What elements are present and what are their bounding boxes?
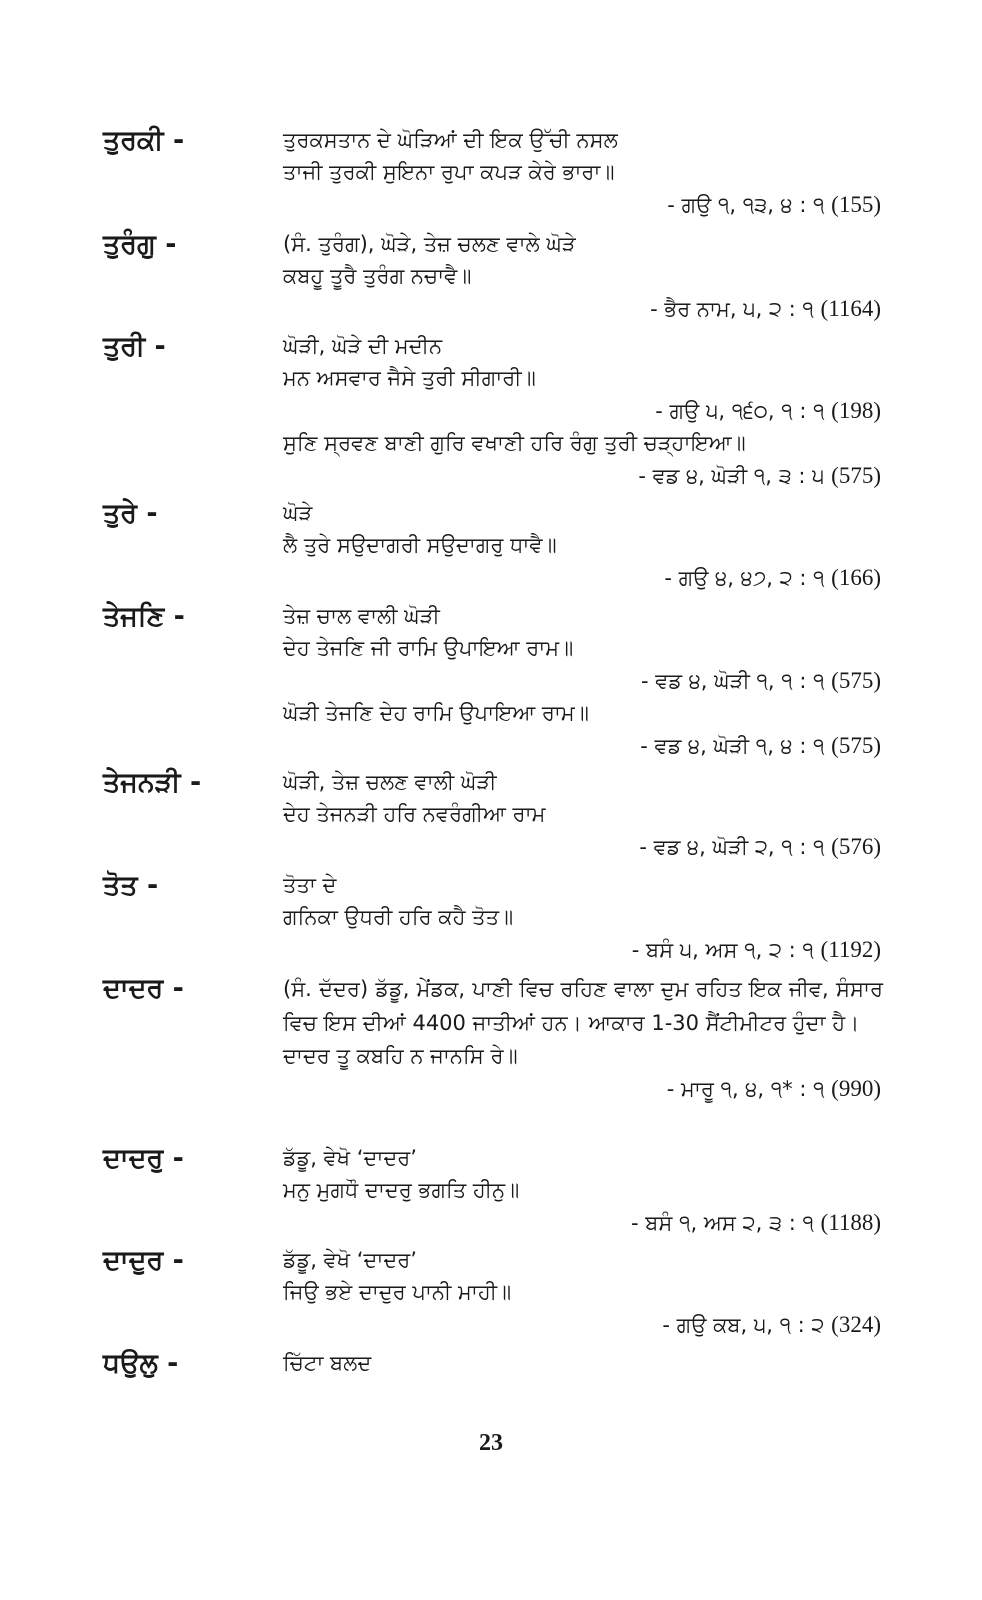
citation-ref: - ਗਉ ੧, ੧੩, ੪ : ੧ <box>667 193 825 217</box>
quote-line: ਘੋੜੀ ਤੇਜਣਿ ਦੇਹ ਰਾਮਿ ਉਪਾਇਆ ਰਾਮ॥ <box>283 701 589 725</box>
citation-page: (575) <box>831 733 881 758</box>
entry-term: ਤੇਜਨੜੀ - <box>103 767 202 798</box>
entry-term: ਤੁਰੰਗੁ - <box>103 229 177 260</box>
entry-body <box>283 869 883 966</box>
citation-ref: - ਮਾਰੂ ੧, ੪, ੧* : ੧ <box>666 1077 825 1101</box>
entry-body <box>283 1347 883 1379</box>
quote-line: ਸੁਣਿ ਸ੍ਰਵਣ ਬਾਣੀ ਗੁਰਿ ਵਖਾਣੀ ਹਰਿ ਰੰਗੁ ਤੁਰੀ ਚੜ੍ਹਾਇਆ॥ <box>283 431 746 455</box>
citation-page: (155) <box>831 192 881 217</box>
quote-line: ਤਾਜੀ ਤੁਰਕੀ ਸੁਇਨਾ ਰੁਪਾ ਕਪੜ ਕੇਰੇ ਭਾਰਾ॥ <box>283 160 615 184</box>
definition-line: ਡੱਡੂ, ਵੇਖੋ ‘ਦਾਦਰ’ <box>283 1248 417 1272</box>
entry-body <box>283 600 883 762</box>
quote-line: ਮਨੁ ਮੁਗਧੌ ਦਾਦਰੁ ਭਗਤਿ ਹੀਨੁ॥ <box>283 1178 520 1202</box>
citation-page: (1164) <box>820 296 881 321</box>
citation-ref: - ਬਸੰ ੧, ਅਸ ੨, ੩ : ੧ <box>631 1211 814 1235</box>
citation-page: (1188) <box>820 1210 881 1235</box>
entry-body <box>283 1142 883 1239</box>
citation-ref: - ਗਉ ੫, ੧੬੦, ੧ : ੧ <box>655 399 825 423</box>
quote-line: ਮਨ ਅਸਵਾਰ ਜੈਸੇ ਤੁਰੀ ਸੀਗਾਰੀ॥ <box>283 366 536 390</box>
citation-page: (990) <box>831 1076 881 1101</box>
definition-line: ਤੁਰਕਸਤਾਨ ਦੇ ਘੋੜਿਆਂ ਦੀ ਇਕ ਉੱਚੀ ਨਸਲ <box>283 128 618 152</box>
citation <box>283 1072 883 1105</box>
entry-term: ਦਾਦਰੁ - <box>103 1143 184 1174</box>
citation-page: (575) <box>831 463 881 488</box>
citation <box>283 664 883 697</box>
entry-body <box>283 124 883 221</box>
page-number: 23 <box>479 1430 503 1456</box>
citation <box>283 459 883 492</box>
definition-line: ਘੋੜੀ, ਤੇਜ਼ ਚਲਣ ਵਾਲੀ ਘੋੜੀ <box>283 770 497 794</box>
definition-line: ਤੇਜ਼ ਚਾਲ ਵਾਲੀ ਘੋੜੀ <box>283 604 440 628</box>
citation-page: (1192) <box>820 937 881 962</box>
entry-term: ਤੁਰਕੀ - <box>103 125 185 156</box>
citation <box>283 1308 883 1341</box>
quote-line: ਦੇਹ ਤੇਜਨੜੀ ਹਰਿ ਨਵਰੰਗੀਆ ਰਾਮ <box>283 802 546 826</box>
citation-ref: - ਗਉ ਕਬ, ੫, ੧ : ੨ <box>662 1313 825 1337</box>
citation-ref: - ਗਉ ੪, ੪੭, ੨ : ੧ <box>664 566 825 590</box>
entry-body <box>283 766 883 863</box>
quote-line: ਦੇਹ ਤੇਜਣਿ ਜੀ ਰਾਮਿ ਉਪਾਇਆ ਰਾਮ॥ <box>283 636 574 660</box>
entry-body <box>283 972 883 1105</box>
definition-line: ਘੋੜੇ <box>283 501 313 525</box>
citation-page: (576) <box>831 834 881 859</box>
entry-term: ਤੋਤ - <box>103 870 159 901</box>
entry-term: ਧਉਲੁ - <box>103 1348 179 1379</box>
quote-line: ਜਿਉ ਭਏ ਦਾਦੁਰ ਪਾਨੀ ਮਾਹੀ॥ <box>283 1280 512 1304</box>
entry-body <box>283 228 883 325</box>
quote-line: ਗਨਿਕਾ ਉਧਰੀ ਹਰਿ ਕਹੈ ਤੋਤ॥ <box>283 905 514 929</box>
citation <box>283 561 883 594</box>
citation <box>283 394 883 427</box>
citation <box>283 830 883 863</box>
citation <box>283 933 883 966</box>
citation-ref: - ਬਸੰ ੫, ਅਸ ੧, ੨ : ੧ <box>631 938 814 962</box>
citation-page: (198) <box>831 398 881 423</box>
entry-term: ਤੁਰੇ - <box>103 498 158 529</box>
definition-paragraph: (ਸੰ. ਦੱਦਰ) ਡੱਡੂ, ਮੇਂਡਕ, ਪਾਣੀ ਵਿਚ ਰਹਿਣ ਵਾਲਾ ਦੁਮ ਰਹਿਤ ਇਕ ਜੀਵ, ਸੰਸਾਰ ਵਿਚ ਇਸ ਦੀਆਂ 4400 ਜਾਤੀਆਂ ਹਨ। ਆਕਾਰ 1-30 ਸੈਂਟੀਮੀਟਰ ਹੁੰਦਾ ਹੈ। <box>283 977 883 1035</box>
citation-page: (575) <box>831 668 881 693</box>
entry-body <box>283 1244 883 1341</box>
citation-ref: - ਵਡ ੪, ਘੋੜੀ ੨, ੧ : ੧ <box>639 835 825 859</box>
citation <box>283 292 883 325</box>
citation-ref: - ਵਡ ੪, ਘੋੜੀ ੧, ੪ : ੧ <box>640 734 825 758</box>
definition-line: ਘੋੜੀ, ਘੋੜੇ ਦੀ ਮਦੀਨ <box>283 334 443 358</box>
citation-ref: - ਭੈਰ ਨਾਮ, ੫, ੨ : ੧ <box>650 297 814 321</box>
citation-page: (166) <box>831 565 881 590</box>
entry-term: ਦਾਦੁਰ - <box>103 1245 184 1276</box>
definition-line: ਚਿੱਟਾ ਬਲਦ <box>283 1351 372 1375</box>
quote-line: ਦਾਦਰ ਤੂ ਕਬਹਿ ਨ ਜਾਨਸਿ ਰੇ॥ <box>283 1044 518 1068</box>
citation-ref: - ਵਡ ੪, ਘੋੜੀ ੧, ੩ : ੫ <box>638 464 825 488</box>
citation <box>283 188 883 221</box>
entry-body <box>283 497 883 594</box>
definition-line: ਡੱਡੂ, ਵੇਖੋ ‘ਦਾਦਰ’ <box>283 1146 417 1170</box>
definition-line: ਤੋਤਾ ਦੇ <box>283 873 337 897</box>
entry-term: ਦਾਦਰ - <box>103 973 184 1004</box>
quote-line: ਲੈ ਤੁਰੇ ਸਉਦਾਗਰੀ ਸਉਦਾਗਰੁ ਧਾਵੈ॥ <box>283 533 557 557</box>
entry-body <box>283 330 883 492</box>
quote-line: ਕਬਹੂ ਤੂਰੈ ਤੁਰੰਗ ਨਚਾਵੈ॥ <box>283 264 472 288</box>
definition-line: (ਸੰ. ਤੁਰੰਗ), ਘੋੜੇ, ਤੇਜ਼ ਚਲਣ ਵਾਲੇ ਘੋੜੇ <box>283 232 576 256</box>
citation-page: (324) <box>831 1312 881 1337</box>
citation-ref: - ਵਡ ੪, ਘੋੜੀ ੧, ੧ : ੧ <box>640 669 825 693</box>
entry-term: ਤੇਜਣਿ - <box>103 601 185 632</box>
citation <box>283 729 883 762</box>
citation <box>283 1206 883 1239</box>
entry-term: ਤੁਰੀ - <box>103 331 166 362</box>
